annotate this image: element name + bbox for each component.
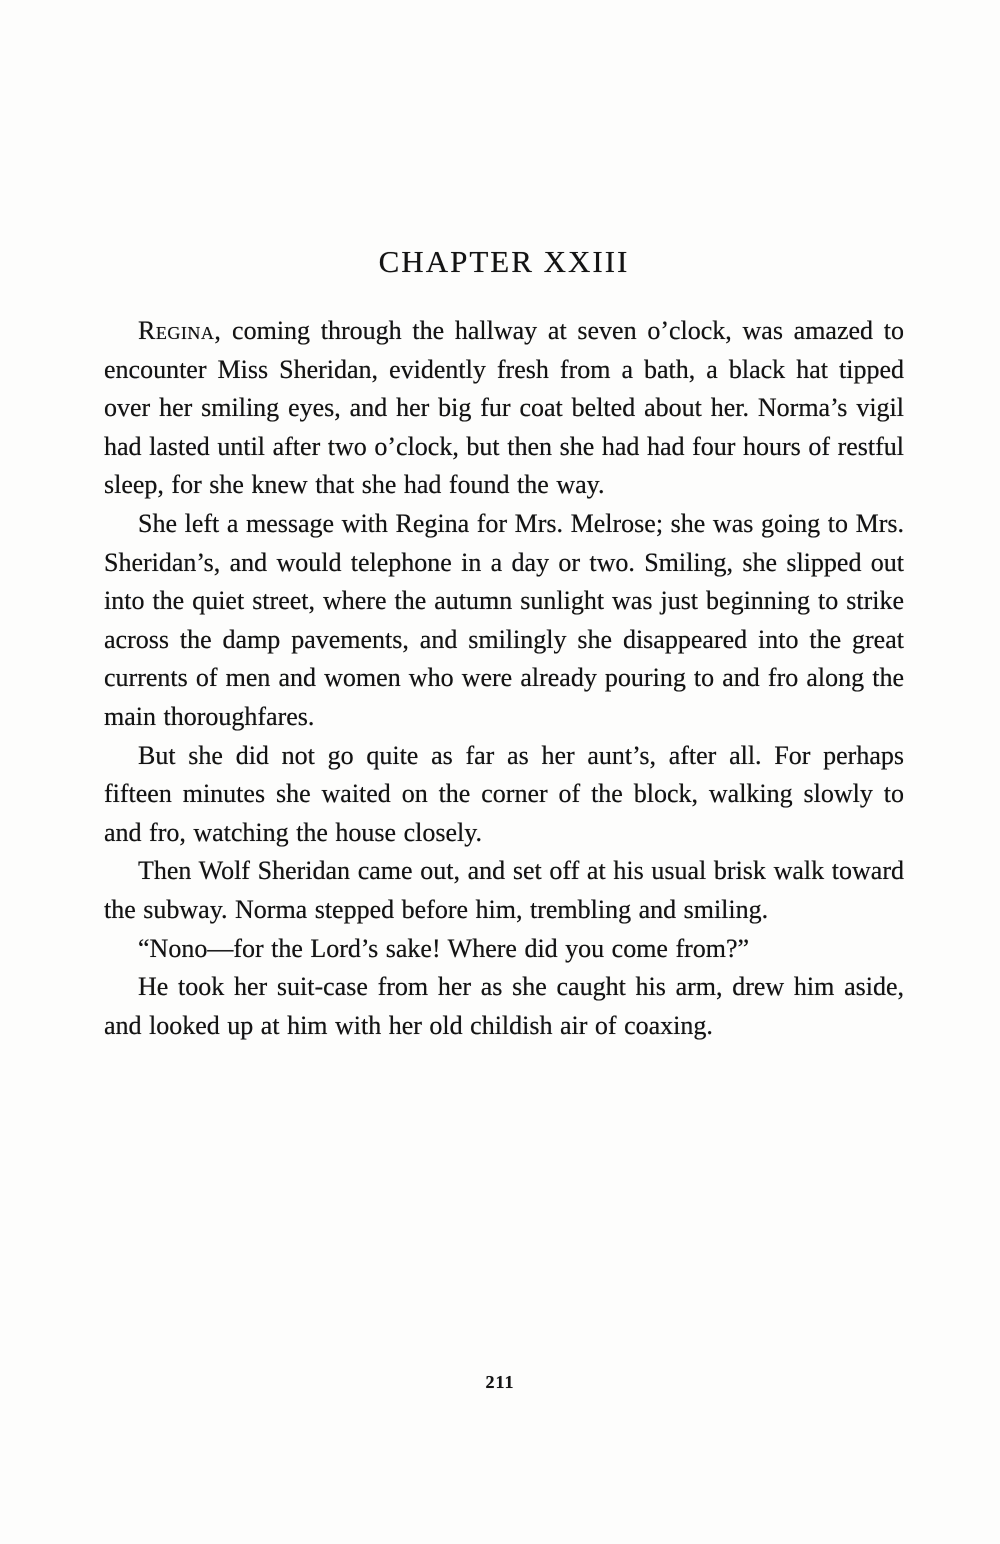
paragraph: Then Wolf Sheridan came out, and set off at his usual brisk walk toward the subway. Norma stepped before him, trembling and smiling. xyxy=(104,856,904,924)
chapter-heading: CHAPTER XXIII xyxy=(378,244,630,279)
paragraph: He took her suit-case from her as she caught his arm, drew him aside, and looked up at him with her old childish air of coaxing. xyxy=(104,972,904,1040)
paragraph: But she did not go quite as far as her aunt’s, after all. For perhaps fifteen minutes she waited on the corner of the block, walking slowly to and fro, watching the house closely. xyxy=(104,740,904,847)
paragraph xyxy=(104,312,904,505)
paragraph: She left a message with Regina for Mrs. Melrose; she was going to Mrs. Sheridan’s, and would telephone in a day or two. Smiling, she slipped out into the quiet street, where the autumn sunlight was just beginning to strike across the damp pavements, and smilingly she disappeared into the great currents of men and women who were already pouring to and fro along the main thoroughfares. xyxy=(104,508,904,731)
page-number: 211 xyxy=(485,1372,515,1392)
paragraph-text: coming through the hallway at seven o’clock, was amazed to encounter Miss Sheridan, evidently fresh from a bath, a black hat tipped over her smiling eyes, and her big fur coat belted about her. Norma’s vigil had lasted until after two o’clock, but then she had had four hours of restful sleep, for she knew that she had found the way. xyxy=(104,316,904,500)
text-block xyxy=(104,244,904,1045)
paragraph: “Nono—for the Lord’s sake! Where did you come from?” xyxy=(138,933,750,963)
paragraph-lead: Regina, xyxy=(138,316,222,345)
